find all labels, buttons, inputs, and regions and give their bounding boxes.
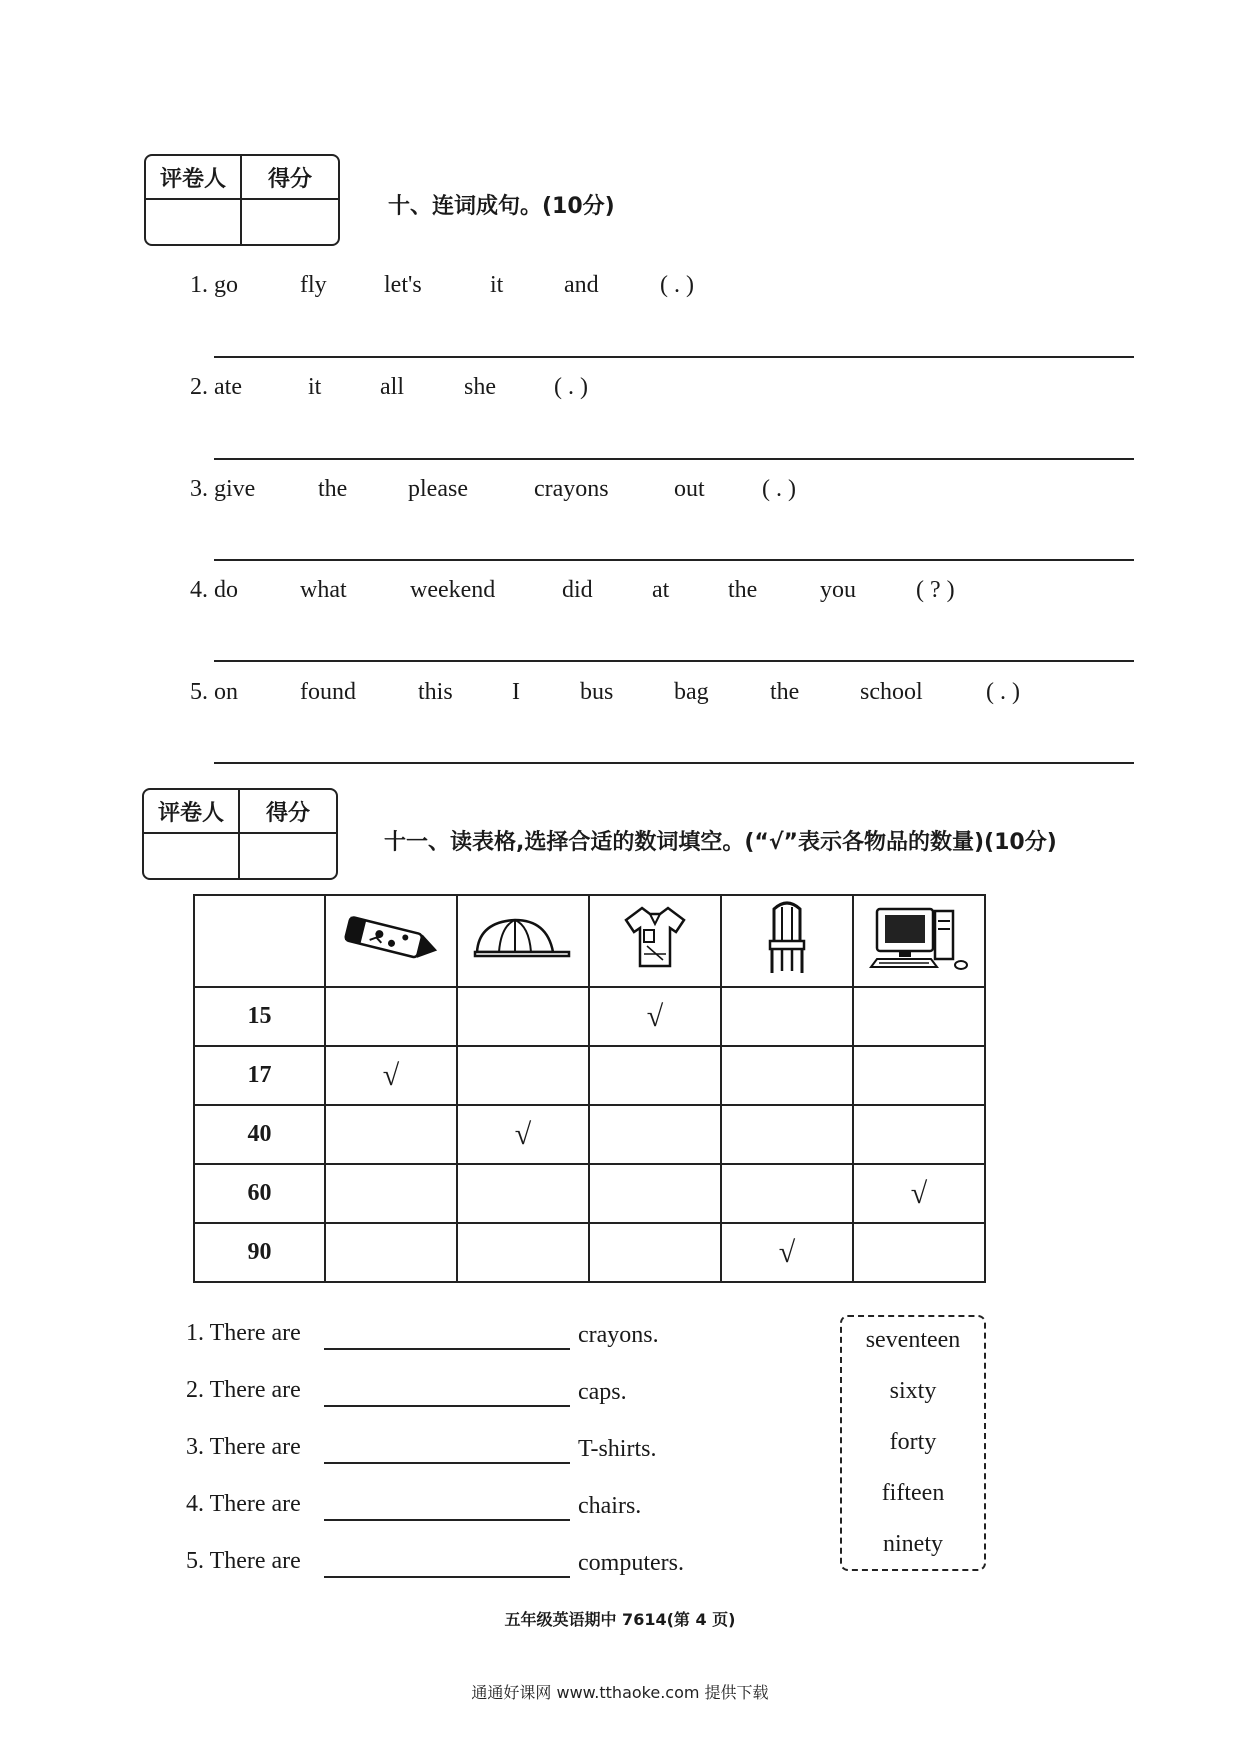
grader-cell xyxy=(146,200,242,244)
cap-column-header xyxy=(457,895,589,987)
row-number: 17 xyxy=(194,1046,325,1105)
word-token: school xyxy=(860,679,923,705)
row-number: 60 xyxy=(194,1164,325,1223)
word-token: I xyxy=(512,679,520,705)
word-token: it xyxy=(490,272,504,298)
word-token: did xyxy=(562,577,593,603)
crayon-column-header xyxy=(325,895,457,987)
table-cell xyxy=(325,1046,457,1105)
question-tail: caps. xyxy=(578,1379,627,1405)
question-lead: 1. There are xyxy=(186,1320,301,1346)
table-cell xyxy=(325,1105,457,1164)
score-label: 得分 xyxy=(242,156,338,200)
punctuation-token: ( . ) xyxy=(986,679,1020,705)
word-bank-item: fifteen xyxy=(881,1480,945,1506)
section-10-title: 十、连词成句。(10分) xyxy=(388,194,615,219)
table-row xyxy=(194,1046,985,1105)
answer-blank[interactable] xyxy=(324,1462,570,1464)
table-corner-cell xyxy=(194,895,325,987)
word-token: and xyxy=(564,272,599,298)
word-token: 3. give xyxy=(190,476,256,502)
table-cell xyxy=(589,1105,721,1164)
word-token: please xyxy=(408,476,468,502)
answer-blank[interactable] xyxy=(324,1405,570,1407)
word-bank-item: seventeen xyxy=(865,1327,961,1353)
punctuation-token: ( ? ) xyxy=(916,577,955,603)
word-token: the xyxy=(318,476,348,502)
answer-blank[interactable] xyxy=(324,1348,570,1350)
computer-icon xyxy=(863,901,975,973)
punctuation-token: ( . ) xyxy=(554,374,588,400)
check-mark: √ xyxy=(514,1117,532,1151)
table-cell xyxy=(853,987,985,1046)
word-token: you xyxy=(820,577,856,603)
table-cell xyxy=(589,1223,721,1282)
table-cell xyxy=(457,1223,589,1282)
punctuation-token: ( . ) xyxy=(660,272,694,298)
row-number: 40 xyxy=(194,1105,325,1164)
computer-column-header xyxy=(853,895,985,987)
table-row xyxy=(194,1223,985,1282)
grader-label: 评卷人 xyxy=(144,790,240,834)
question-lead: 4. There are xyxy=(186,1491,301,1517)
table-row xyxy=(194,1164,985,1223)
table-cell xyxy=(457,1164,589,1223)
table-cell xyxy=(853,1223,985,1282)
section-11-title: 十一、读表格,选择合适的数词填空。(“√”表示各物品的数量)(10分) xyxy=(384,830,1057,855)
table-cell xyxy=(721,1105,853,1164)
word-token: it xyxy=(308,374,322,400)
word-token: fly xyxy=(300,272,327,298)
answer-line[interactable] xyxy=(214,660,1134,662)
quantity-table xyxy=(193,894,986,1283)
grader-cell xyxy=(144,834,240,878)
t-shirt-icon xyxy=(620,900,690,974)
word-token: the xyxy=(728,577,758,603)
table-cell xyxy=(853,1164,985,1223)
word-token: bag xyxy=(674,679,709,705)
word-token: 4. do xyxy=(190,577,238,603)
word-token: found xyxy=(300,679,356,705)
check-mark: √ xyxy=(778,1235,796,1269)
word-token: at xyxy=(652,577,670,603)
download-credit: 通通好课网 www.tthaoke.com 提供下载 xyxy=(471,1683,769,1702)
page-footer: 五年级英语期中 7614(第 4 页) xyxy=(504,1610,736,1629)
table-cell xyxy=(457,987,589,1046)
word-bank-item: forty xyxy=(889,1429,937,1455)
table-cell xyxy=(853,1046,985,1105)
answer-line[interactable] xyxy=(214,458,1134,460)
word-token: weekend xyxy=(410,577,496,603)
chair-column-header xyxy=(721,895,853,987)
grader-score-box xyxy=(144,154,340,246)
word-token: 1. go xyxy=(190,272,238,298)
question-tail: computers. xyxy=(578,1550,684,1576)
question-lead: 3. There are xyxy=(186,1434,301,1460)
question-tail: crayons. xyxy=(578,1322,659,1348)
row-number: 15 xyxy=(194,987,325,1046)
word-bank xyxy=(840,1315,986,1571)
score-cell xyxy=(240,834,336,878)
table-cell xyxy=(325,1164,457,1223)
word-bank-item: sixty xyxy=(889,1378,937,1404)
word-token: the xyxy=(770,679,800,705)
question-tail: chairs. xyxy=(578,1493,642,1519)
t-shirt-column-header xyxy=(589,895,721,987)
question-lead: 5. There are xyxy=(186,1548,301,1574)
table-row xyxy=(194,1105,985,1164)
table-cell xyxy=(721,1046,853,1105)
table-cell xyxy=(457,1046,589,1105)
check-mark: √ xyxy=(382,1058,400,1092)
word-token: 5. on xyxy=(190,679,238,705)
table-cell xyxy=(589,1046,721,1105)
grader-label: 评卷人 xyxy=(146,156,242,200)
question-lead: 2. There are xyxy=(186,1377,301,1403)
table-cell xyxy=(721,1223,853,1282)
word-token: 2. ate xyxy=(190,374,242,400)
table-cell xyxy=(853,1105,985,1164)
punctuation-token: ( . ) xyxy=(762,476,796,502)
check-mark: √ xyxy=(646,999,664,1033)
score-label: 得分 xyxy=(240,790,336,834)
question-tail: T-shirts. xyxy=(578,1436,657,1462)
answer-line[interactable] xyxy=(214,356,1134,358)
word-token: what xyxy=(300,577,347,603)
word-token: let's xyxy=(384,272,422,298)
word-bank-item: ninety xyxy=(883,1531,943,1557)
table-cell xyxy=(721,987,853,1046)
table-header-row xyxy=(194,895,985,987)
table-cell xyxy=(325,987,457,1046)
grader-score-box xyxy=(142,788,338,880)
word-token: out xyxy=(674,476,705,502)
word-token: all xyxy=(380,374,404,400)
score-cell xyxy=(242,200,338,244)
answer-blank[interactable] xyxy=(324,1519,570,1521)
word-token: she xyxy=(464,374,496,400)
row-number: 90 xyxy=(194,1223,325,1282)
table-cell xyxy=(457,1105,589,1164)
table-row xyxy=(194,987,985,1046)
table-cell xyxy=(721,1164,853,1223)
cap-icon xyxy=(471,912,575,962)
table-cell xyxy=(589,1164,721,1223)
chair-icon xyxy=(762,899,812,975)
check-mark: √ xyxy=(910,1176,928,1210)
answer-line[interactable] xyxy=(214,559,1134,561)
crayon-icon xyxy=(335,907,447,967)
word-token: this xyxy=(418,679,453,705)
table-cell xyxy=(325,1223,457,1282)
table-cell xyxy=(589,987,721,1046)
word-token: bus xyxy=(580,679,614,705)
answer-line[interactable] xyxy=(214,762,1134,764)
word-token: crayons xyxy=(534,476,609,502)
answer-blank[interactable] xyxy=(324,1576,570,1578)
